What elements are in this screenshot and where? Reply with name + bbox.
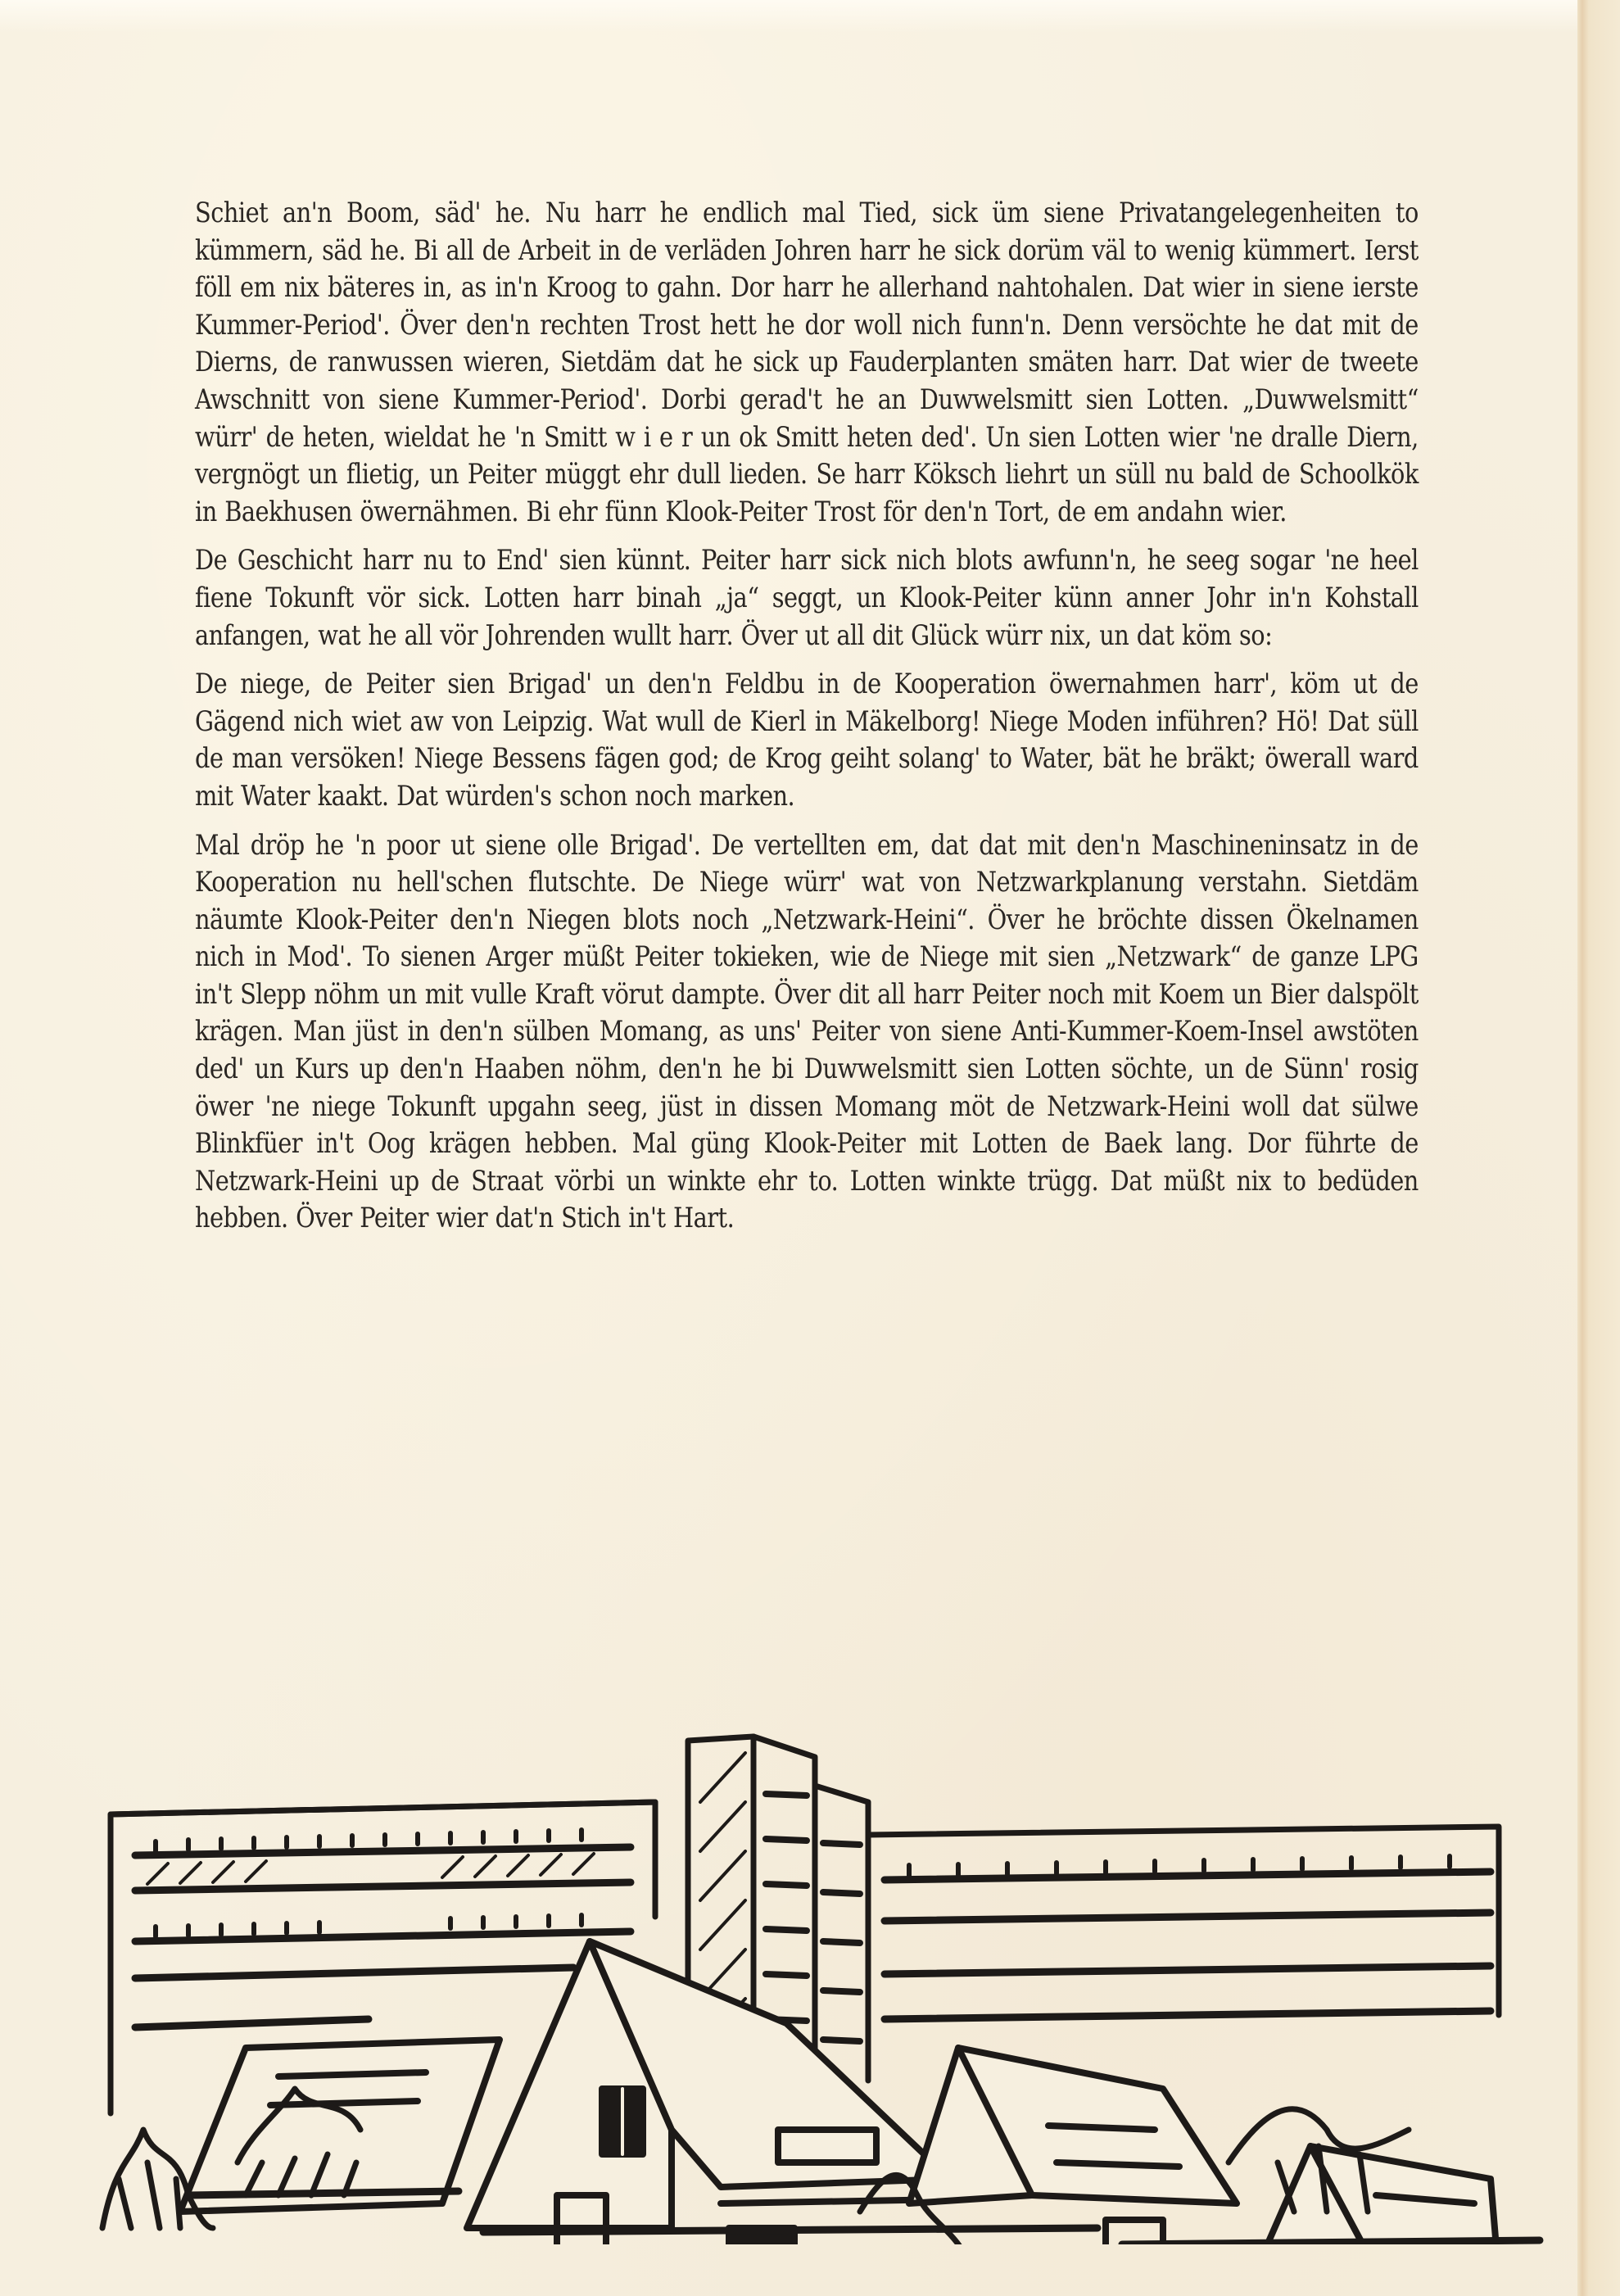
paragraph-3: De niege, de Peiter sien Brigad' un den'n Feldbu in de Kooperation öwernahmen harr', köm ut de Gägend nich wiet aw von Leipzig. Wat wull de Kierl in Mäkelborg! Niege Moden inführen? Hö! Dat süll de man versöken! Niege Bessens fägen god; de Krog geiht solang' to Water, bät he bräkt; öwerall ward mit Water kaakt. Dat würden's schon noch marken.	[195, 668, 1419, 812]
page-top-highlight	[0, 0, 1620, 33]
paragraph-2: De Geschicht harr nu to End' sien künnt. Peiter harr sick nich blots awfunn'n, he seeg sogar 'ne heel fiene Tokunft vör sick. Lotten harr binah „ja“ seggt, un Klook-Peiter künn anner Johr in'n Kohstall anfangen, wat he all vör Johrenden wullt harr. Över ut all dit Glück würr nix, un dat köm so:	[195, 544, 1419, 651]
mid-rise-block	[815, 1786, 868, 2081]
paragraph-1: Schiet an'n Boom, säd' he. Nu harr he endlich mal Tied, sick üm siene Privatangelegenheiten to kümmern, säd he. Bi all de Arbeit in de verläden Johren harr he sick dorüm väl to wenig kümmert. Ierst föll em nix bäteres in, as in'n Kroog to gahn. Dor harr he allerhand nahtohalen. Dat wier in siene ierste Kummer-Period'. Över den'n rechten Trost hett he dor woll nich funn'n. Denn versöchte he dat mit de Dierns, de ranwussen wieren, Sietdäm dat he sick up Fauderplanten smäten harr. Dat wier de tweete Awschnitt von siene Kummer-Period'. Dorbi gerad't he an Duwwelsmitt sien Lotten. „Duwwelsmitt“ würr' de heten, wieldat he 'n Smitt w i e r un ok Smitt heten ded'. Un sien Lotten wier 'ne dralle Diern, vergnögt un flietig, un Peiter müggt ehr dull lieden. Se harr Köksch liehrt un süll nu bald de Schoolkök in Baekhusen öwernähmen. Bi ehr fünn Klook-Peiter Trost för den'n Tort, de em andahn wier.	[195, 197, 1419, 528]
body-text	[195, 194, 1419, 1248]
foreground-houses	[180, 1941, 1499, 2244]
paragraph-4: Mal dröp he 'n poor ut siene olle Brigad'. De vertellten em, dat dat mit den'n Maschineninsatz in de Kooperation nu hell'schen flutschte. De Niege würr' wat von Netzwarkplanung verstahn. Sietdäm näumte Klook-Peiter den'n Niegen blots noch „Netzwark-Heini“. Över he bröchte dissen Ökelnamen nich in Mod'. To sienen Arger müßt Peiter tokieken, wie de Niege mit sien „Netzwark“ de ganze LPG in't Slepp nöhm un mit vulle Kraft vörut dampte. Över dit all harr Peiter noch mit Koem un Bier dalspölt krägen. Man jüst in den'n sülben Momang, as uns' Peiter von siene Anti-Kummer-Koem-Insel awstöten ded' un Kurs up den'n Haaben nöhm, den'n he bi Duwwelsmitt sien Lotten söchte, un de Sünn' rosig öwer 'ne niege Tokunft upgahn seeg, jüst in dissen Momang möt de Netzwark-Heini woll dat sülwe Blinkfüer in't Oog krägen hebben. Mal güng Klook-Peiter mit Lotten de Baek lang. Dor führte de Netzwark-Heini up de Straat vörbi un winkte ehr to. Lotten winkte trügg. Dat müßt nix to bedüden hebben. Över Peiter wier dat'n Stich in't Hart.	[195, 828, 1419, 1234]
book-gutter-shadow	[1577, 0, 1620, 2296]
village-illustration	[98, 1704, 1564, 2244]
right-apartment-block	[868, 1827, 1499, 2019]
